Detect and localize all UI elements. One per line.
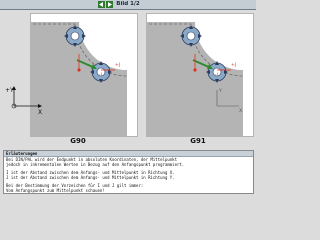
- svg-text:+J: +J: [231, 63, 237, 68]
- explanation-line: I ist der Abstand zwischen dem Anfangs- und Mittelpunkt in Richtung X.: [6, 170, 175, 175]
- axis-symbol-g90: [2, 84, 46, 114]
- explanation-line: jedoch in inkrementalen Werten in Bezug auf den Anfangspunkt programmiert.: [6, 162, 185, 167]
- svg-text:+Y: +Y: [5, 87, 14, 94]
- explanation-line: Vom Anfangspunkt zum Mittelpunkt schauen!: [6, 188, 105, 193]
- diagram-g91: [147, 14, 253, 136]
- svg-text:-I: -I: [215, 73, 218, 78]
- diagram-panel-g90: [30, 13, 138, 137]
- svg-text:+J: +J: [115, 63, 121, 68]
- explanation-header: Erläuterungen: [4, 151, 253, 157]
- svg-text:-I: -I: [99, 73, 102, 78]
- window-title: Bild 1/2: [116, 1, 140, 7]
- svg-text:Y: Y: [219, 89, 222, 94]
- explanation-line: Bei der Bestimmung der Vorzeichen für I und J gilt immer:: [6, 183, 144, 188]
- svg-text:X: X: [38, 109, 43, 114]
- diagram-g90: [31, 14, 137, 136]
- caption-g90: G90: [70, 137, 86, 145]
- title-bar: [0, 0, 256, 10]
- explanation-line: Bei DIN/PAL wird der Endpunkt in absoluten Koordinaten, der Mittelpunkt: [6, 157, 177, 162]
- caption-g91: G91: [190, 137, 206, 145]
- explanation-box: [3, 150, 254, 194]
- explanation-line: J ist der Abstand zwischen dem Anfangs- und Mittelpunkt in Richtung Y.: [6, 175, 175, 180]
- svg-text:X: X: [239, 109, 243, 114]
- diagram-panel-g91: [146, 13, 254, 137]
